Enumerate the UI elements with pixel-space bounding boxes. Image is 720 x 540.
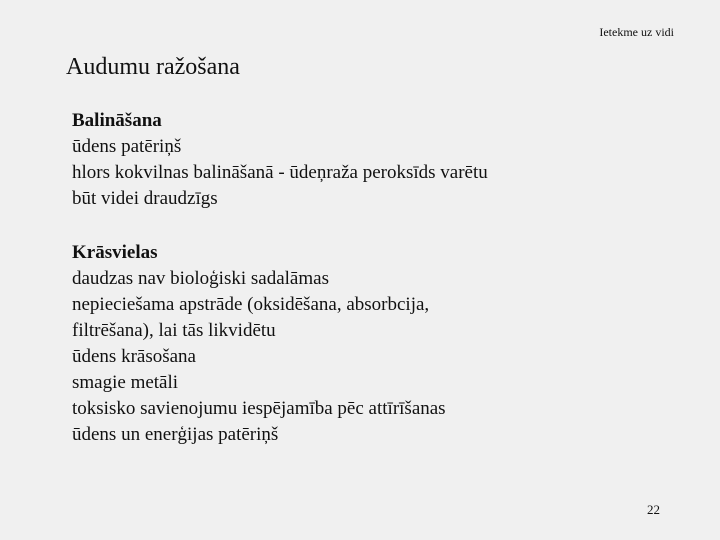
bullet-line: būt videi draudzīgs [72,188,218,209]
bullet-line: hlors kokvilnas balināšanā - ūdeņraža peroksīds varētu [72,162,488,183]
slide-header: Ietekme uz vidi [599,25,674,39]
page-number: 22 [647,502,660,517]
bullet-line: filtrēšana), lai tās likvidētu [72,320,276,341]
bullet-line: ūdens patēriņš [72,136,182,157]
bullet-line: toksisko savienojumu iespējamība pēc attīrīšanas [72,398,446,419]
section-dyes [72,240,672,448]
section-bleaching [72,108,672,212]
bullet-line: smagie metāli [72,372,179,393]
bullet-line: daudzas nav bioloģiski sadalāmas [72,268,329,289]
slide-body [72,108,672,476]
bullet-line: nepieciešama apstrāde (oksidēšana, absorbcija, [72,294,430,315]
section-heading: Balināšana [72,110,162,131]
slide-title: Audumu ražošana [66,54,240,80]
bullet-line: ūdens un enerģijas patēriņš [72,424,279,445]
bullet-line: ūdens krāsošana [72,346,196,367]
section-heading: Krāsvielas [72,242,158,263]
